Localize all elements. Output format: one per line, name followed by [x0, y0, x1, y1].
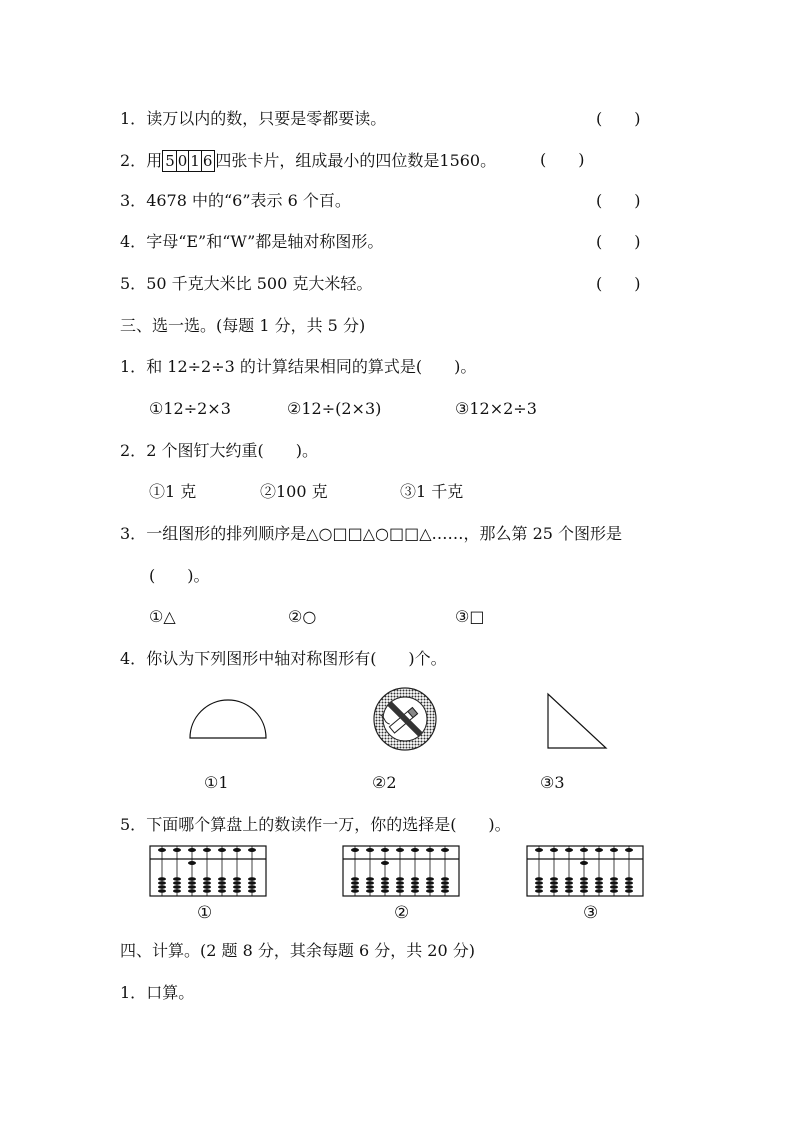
abacus-bead	[535, 881, 543, 885]
choose-q1	[120, 357, 476, 377]
abacus-bead	[233, 885, 241, 889]
item-number: 1．	[120, 357, 147, 376]
number-cards	[162, 150, 215, 172]
number-card: 1	[190, 152, 200, 170]
abacus-bead	[610, 881, 618, 885]
option-1: ①1	[204, 773, 229, 792]
abacus-bead	[351, 877, 359, 881]
abacus-bead	[550, 889, 558, 893]
answer-paren: ( )	[596, 191, 641, 210]
abacus-bead	[381, 848, 389, 852]
judge-item-4	[120, 232, 383, 252]
section-heading-choose: 三、选一选。(每题 1 分，共 5 分)	[120, 316, 366, 335]
abacus-bead	[173, 885, 181, 889]
abacus-bead	[565, 889, 573, 893]
abacus-bead	[351, 881, 359, 885]
section-heading-calc: 四、计算。(2 题 8 分，其余每题 6 分，共 20 分)	[120, 941, 475, 960]
item-text: 4678 中的“6”表示 6 个百。	[146, 191, 351, 210]
choose-q3	[120, 524, 622, 544]
abacus-bead	[396, 877, 404, 881]
abacus-bead	[441, 889, 449, 893]
abacus-option-2: ②	[394, 903, 410, 923]
abacus-bead	[366, 889, 374, 893]
item-number: 3．	[120, 524, 147, 543]
number-card: 5	[165, 152, 175, 170]
option-2: ②2	[372, 773, 397, 792]
abacus-bead	[173, 881, 181, 885]
abacus-bead	[188, 881, 196, 885]
item-number: 4．	[120, 232, 147, 251]
item-text: 口算。	[146, 983, 195, 1002]
item-number: 5．	[120, 815, 147, 834]
abacus-bead	[381, 889, 389, 893]
abacus-bead	[233, 877, 241, 881]
abacus-bead-moved	[580, 861, 588, 865]
abacus-bead	[411, 885, 419, 889]
answer-paren: ( )	[596, 109, 641, 128]
abacus-bead	[625, 885, 633, 889]
abacus-bead	[351, 848, 359, 852]
abacus-bead	[426, 877, 434, 881]
abacus-bead	[203, 885, 211, 889]
abacus-bead	[158, 889, 166, 893]
abacus-bead	[218, 885, 226, 889]
abacus-bead	[351, 889, 359, 893]
abacus-bead	[248, 881, 256, 885]
judge-item-1	[120, 109, 386, 129]
abacus-bead	[173, 848, 181, 852]
abacus-bead	[625, 877, 633, 881]
abacus-bead	[441, 881, 449, 885]
abacus-bead	[565, 881, 573, 885]
option-3: ③12×2÷3	[455, 399, 537, 418]
abacus-bead	[426, 885, 434, 889]
abacus-option-3: ③	[583, 903, 599, 923]
abacus-bead	[203, 848, 211, 852]
item-number: 2．	[120, 441, 147, 460]
option-1: ①△	[149, 607, 176, 626]
abacus-bead	[580, 848, 588, 852]
answer-paren: ( )	[596, 274, 641, 293]
abacus-option-1: ①	[197, 903, 213, 923]
abacus-bead	[218, 848, 226, 852]
judge-item-3	[120, 191, 351, 211]
item-text: 你认为下列图形中轴对称图形有( )个。	[146, 649, 447, 668]
option-1: ①1 克	[149, 482, 197, 501]
abacus-bead	[595, 848, 603, 852]
option-3: ③3	[540, 773, 565, 792]
abacus-bead	[248, 885, 256, 889]
abacus-bead	[188, 885, 196, 889]
abacus-bead	[396, 889, 404, 893]
abacus-bead	[441, 885, 449, 889]
abacus-bead	[411, 881, 419, 885]
abacus-bead	[595, 885, 603, 889]
abacus-bead	[625, 881, 633, 885]
abacus-bead-moved	[381, 861, 389, 865]
abacus-bead	[248, 889, 256, 893]
abacus-bead	[203, 877, 211, 881]
abacus-bead	[158, 881, 166, 885]
abacus-bead	[381, 885, 389, 889]
abacus-bead	[595, 889, 603, 893]
answer-paren: ( )	[540, 150, 585, 169]
item-text: 一组图形的排列顺序是△○□□△○□□△……，那么第 25 个图形是	[146, 524, 623, 543]
number-card: 6	[202, 152, 213, 170]
abacus-bead	[535, 877, 543, 881]
abacus-bead	[381, 877, 389, 881]
abacus-bead	[411, 848, 419, 852]
right-triangle-figure	[546, 692, 608, 750]
abacus-bead	[610, 885, 618, 889]
abacus-bead	[158, 848, 166, 852]
answer-paren: ( )	[596, 232, 641, 251]
abacus-bead	[248, 848, 256, 852]
abacus-bead	[535, 885, 543, 889]
abacus-bead	[366, 885, 374, 889]
abacus-bead	[173, 877, 181, 881]
choose-q5	[120, 815, 511, 835]
abacus-bead	[565, 877, 573, 881]
abacus-bead	[580, 889, 588, 893]
abacus-bead	[173, 889, 181, 893]
abacus-bead	[396, 881, 404, 885]
semicircle-figure	[188, 698, 268, 740]
number-card: 0	[177, 152, 188, 170]
choose-q4	[120, 649, 447, 669]
abacus-bead	[158, 877, 166, 881]
abacus-bead	[610, 848, 618, 852]
item-number: 1．	[120, 109, 147, 128]
abacus-bead	[550, 848, 558, 852]
abacus-bead	[381, 881, 389, 885]
abacus-bead	[441, 848, 449, 852]
option-2: ②100 克	[260, 482, 328, 501]
abacus-bead	[233, 889, 241, 893]
abacus-bead	[396, 885, 404, 889]
abacus-bead	[233, 881, 241, 885]
abacus-1	[149, 845, 267, 897]
choose-q3-continuation: ( )。	[149, 566, 210, 585]
abacus-bead	[218, 877, 226, 881]
abacus-bead	[218, 881, 226, 885]
abacus-bead	[366, 877, 374, 881]
abacus-bead	[396, 848, 404, 852]
item-number: 1．	[120, 983, 147, 1002]
abacus-bead	[426, 848, 434, 852]
abacus-bead	[580, 881, 588, 885]
abacus-bead	[550, 881, 558, 885]
abacus-bead	[625, 889, 633, 893]
abacus-bead	[188, 877, 196, 881]
abacus-bead	[188, 848, 196, 852]
item-number: 2．	[120, 151, 147, 170]
item-text: 下面哪个算盘上的数读作一万，你的选择是( )。	[146, 815, 511, 834]
abacus-bead	[441, 877, 449, 881]
abacus-bead	[535, 848, 543, 852]
option-2: ②○	[288, 607, 317, 626]
option-3: ③□	[455, 607, 485, 626]
option-1: ①12÷2×3	[149, 399, 231, 418]
item-text: 2 个图钉大约重( )。	[146, 441, 318, 460]
option-3: ③1 千克	[400, 482, 464, 501]
abacus-bead	[565, 885, 573, 889]
abacus-bead	[351, 885, 359, 889]
judge-item-2	[120, 150, 496, 172]
abacus-bead	[366, 848, 374, 852]
abacus-bead	[203, 889, 211, 893]
item-text: 字母“E”和“W”都是轴对称图形。	[146, 232, 384, 251]
abacus-bead	[411, 889, 419, 893]
abacus-bead	[248, 877, 256, 881]
abacus-3	[526, 845, 644, 897]
abacus-bead	[158, 885, 166, 889]
abacus-bead	[595, 881, 603, 885]
abacus-bead	[233, 848, 241, 852]
abacus-bead	[426, 889, 434, 893]
item-number: 4．	[120, 649, 147, 668]
abacus-bead	[595, 877, 603, 881]
abacus-2	[342, 845, 460, 897]
option-2: ②12÷(2×3)	[287, 399, 382, 418]
abacus-bead	[550, 885, 558, 889]
no-smoking-sign-icon	[372, 686, 438, 752]
judge-item-5	[120, 274, 372, 294]
abacus-bead	[203, 881, 211, 885]
abacus-bead	[610, 889, 618, 893]
item-number: 3．	[120, 191, 147, 210]
item-number: 5．	[120, 274, 147, 293]
abacus-bead-moved	[188, 861, 196, 865]
abacus-bead	[218, 889, 226, 893]
item-text-post: 四张卡片，组成最小的四位数是1560。	[215, 151, 497, 170]
item-text-pre: 用	[146, 151, 163, 170]
abacus-bead	[610, 877, 618, 881]
calc-q1	[120, 983, 194, 1003]
item-text: 和 12÷2÷3 的计算结果相同的算式是( )。	[146, 357, 477, 376]
abacus-bead	[366, 881, 374, 885]
abacus-bead	[188, 889, 196, 893]
abacus-bead	[565, 848, 573, 852]
abacus-bead	[550, 877, 558, 881]
abacus-bead	[625, 848, 633, 852]
item-text: 50 千克大米比 500 克大米轻。	[146, 274, 373, 293]
item-text: 读万以内的数，只要是零都要读。	[146, 109, 387, 128]
abacus-bead	[411, 877, 419, 881]
abacus-bead	[580, 885, 588, 889]
choose-q2	[120, 441, 318, 461]
abacus-bead	[426, 881, 434, 885]
abacus-bead	[535, 889, 543, 893]
abacus-bead	[580, 877, 588, 881]
